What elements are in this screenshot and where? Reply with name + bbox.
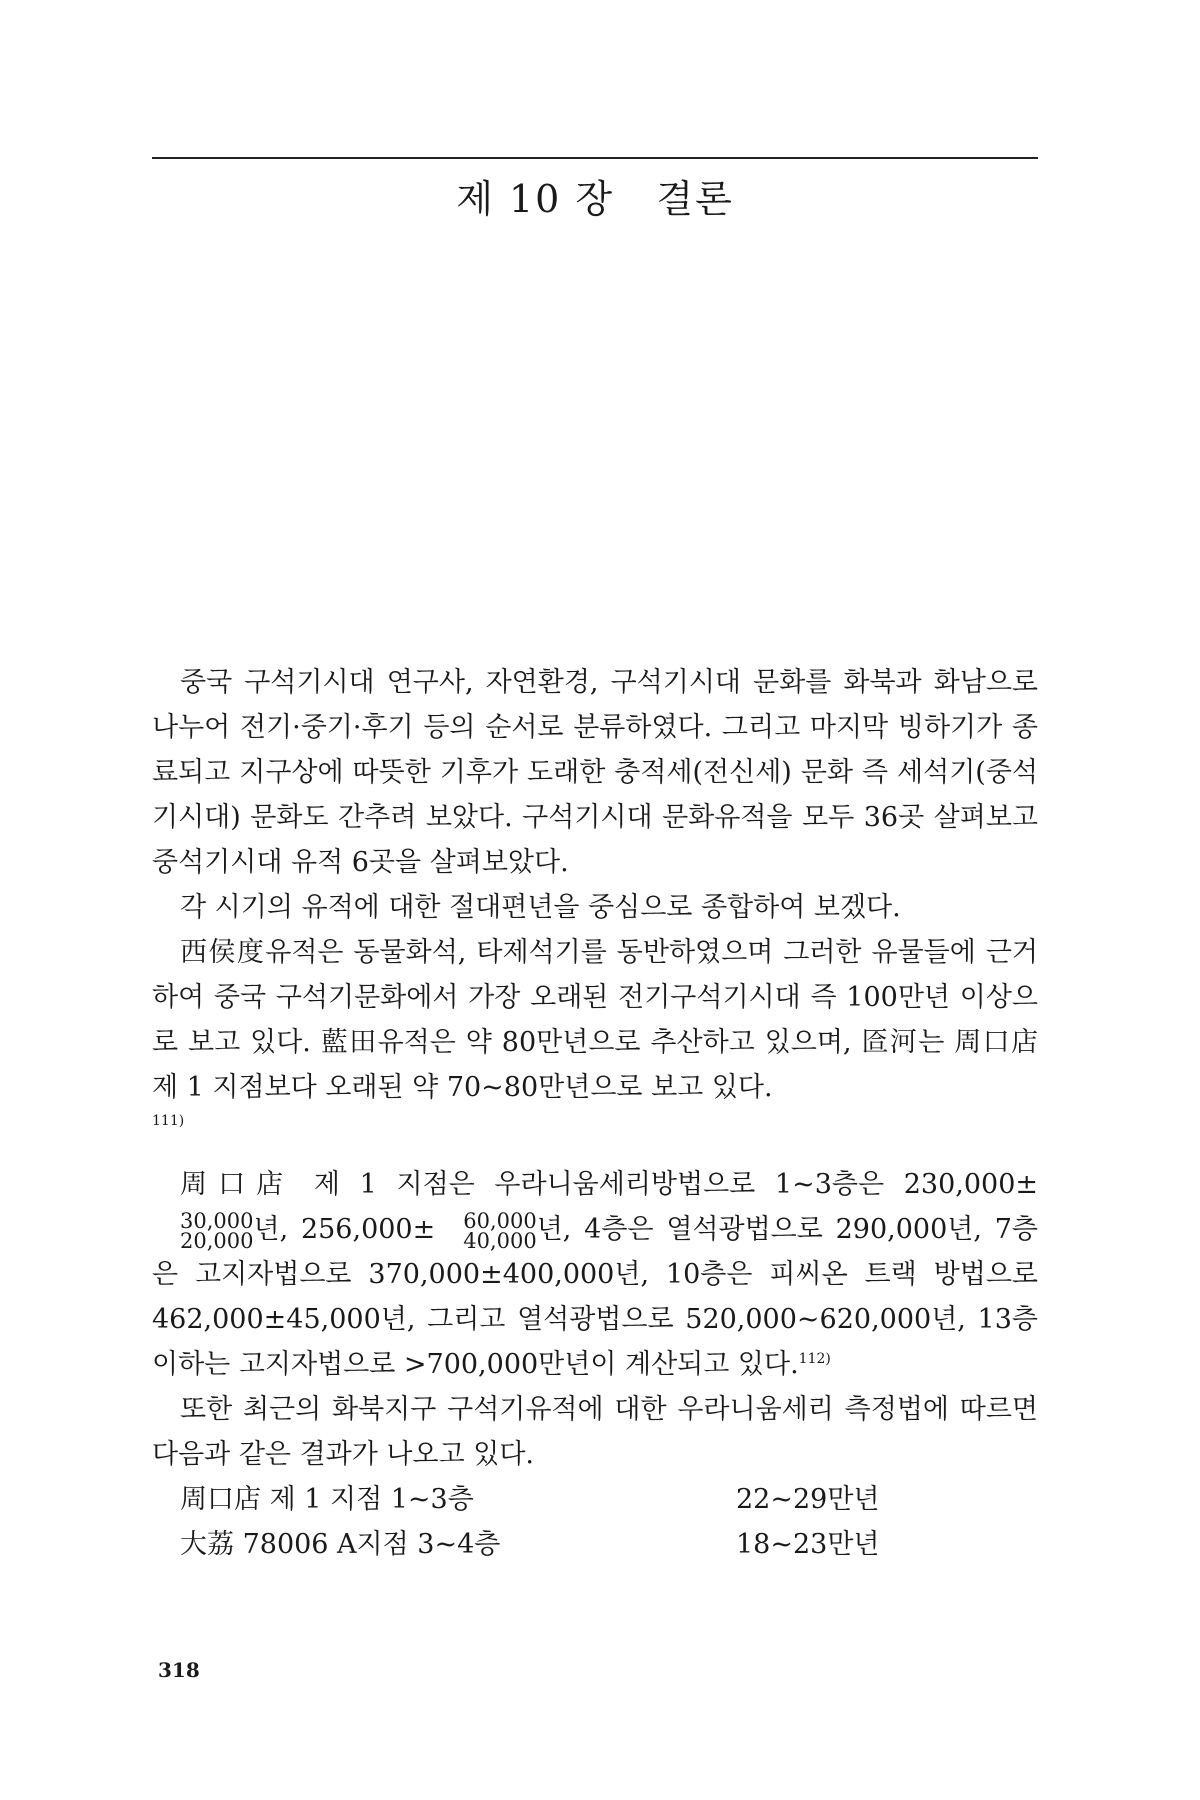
paragraph-5: 또한 최근의 화북지구 구석기유적에 대한 우라니움세리 측정법에 따르면 다음과 같은 결과가 나오고 있다.	[152, 1394, 1038, 1470]
footnote-ref-111: 111)	[152, 1113, 185, 1129]
footnote-ref-112: 112)	[798, 1351, 831, 1367]
paragraph-4	[152, 1162, 1038, 1387]
p4-part-b: 년, 256,000±	[253, 1214, 436, 1245]
list-item	[152, 1477, 1038, 1522]
list-item-site: 大荔 78006 A지점 3~4층	[180, 1529, 501, 1560]
list-item-site: 周口店 제 1 지점 1~3층	[180, 1484, 474, 1515]
range-fraction-2	[435, 1208, 537, 1253]
paragraph-3: 西侯度유적은 동물화석, 타제석기를 동반하였으며 그러한 유물들에 근거하여 중국 구석기문화에서 가장 오래된 전기구석기시대 즉 100만년 이상으로 보고 있다. 藍田유적은 약 80만년으로 추산하고 있으며, 匼河는 周口店 제 1 지점보다 오래된 약 70~80만년으로 보고 있다.	[152, 937, 1038, 1103]
page-number: 318	[158, 1658, 200, 1682]
fraction-2-bottom: 40,000	[463, 1228, 537, 1253]
chapter-title: 제 10 장 결론	[456, 177, 734, 221]
fraction-1-top: 30,000	[180, 1208, 254, 1233]
list-item-date: 22~29만년	[736, 1484, 880, 1515]
paragraph-2: 각 시기의 유적에 대한 절대편년을 중심으로 종합하여 보겠다.	[180, 892, 901, 923]
fraction-2-top: 60,000	[463, 1208, 537, 1233]
fraction-1-bottom: 20,000	[180, 1228, 254, 1253]
paragraph-1: 중국 구석기시대 연구사, 자연환경, 구석기시대 문화를 화북과 화남으로 나누어 전기·중기·후기 등의 순서로 분류하였다. 그리고 마지막 빙하기가 종료되고 지구상에 따뜻한 기후가 도래한 충적세(전신세) 문화 즉 세석기(중석기시대) 문화도 간추려 보았다. 구석기시대 문화유적을 모두 36곳 살펴보고 중석기시대 유적 6곳을 살펴보았다.	[152, 667, 1038, 878]
list-item-date: 18~23만년	[736, 1529, 880, 1560]
top-rule	[152, 157, 1038, 159]
list-item	[152, 1522, 1038, 1567]
p4-part-a: 周口店 제 1 지점은 우라니움세리방법으로 1~3층은 230,000±	[180, 1169, 1038, 1200]
p4-part-c: 년, 4층은 열석광법으로 290,000년, 7층은 고지자법으로 370,000±400,000년, 10층은 피씨온 트랙 방법으로 462,000±45,000년, 그리고 열석광법으로 520,000~620,000년, 13층 이하는 고지자법으로 >700,000만년이 계산되고 있다.	[152, 1214, 1038, 1380]
body-text	[152, 660, 1038, 1567]
range-fraction-1	[152, 1208, 254, 1253]
